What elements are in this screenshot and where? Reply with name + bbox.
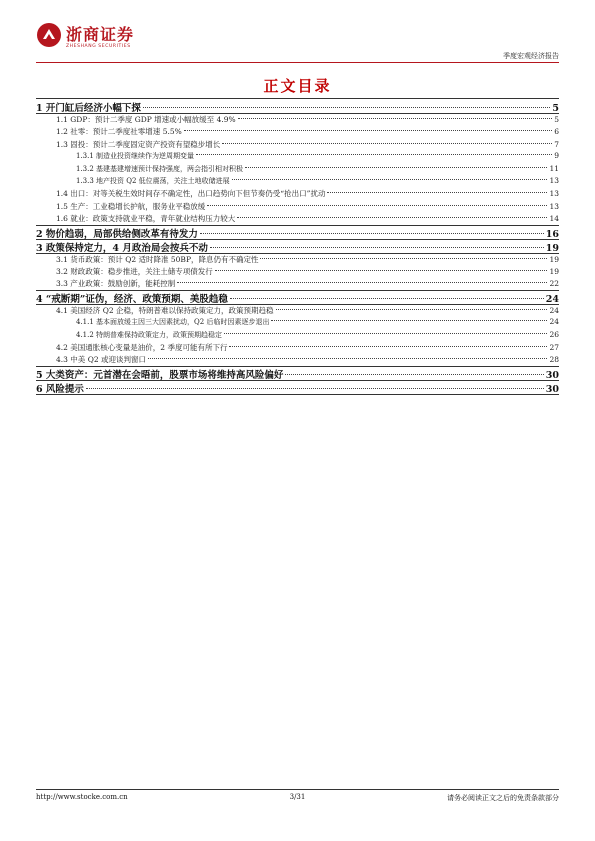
toc-leader-dots [210,247,544,248]
toc-subsection[interactable] [36,317,559,329]
toc-entry-label: 1.3.3 地产投资 Q2 低位震荡，关注土地收储进展 [76,177,230,185]
toc-leader-dots [232,179,548,180]
toc-entry-label: 3.1 货币政策：预计 Q2 适时降准 50BP，降息仍有不确定性 [56,254,259,264]
toc-entry-page: 16 [545,228,559,240]
toc-section[interactable] [36,278,559,290]
toc-entry-label: 1.5 生产：工业稳增长护航，服务业平稳放缓 [56,201,206,211]
toc-entry-page: 27 [549,343,559,352]
toc-leader-dots [245,167,547,168]
footer-divider [36,789,559,790]
toc-entry-label: 1.3.2 基建基建增速预计保持强度，两会指引相对积极 [76,164,244,173]
toc-subsection[interactable] [36,330,559,342]
brand-logo [36,20,156,64]
toc-leader-dots [276,309,548,310]
toc-entry-page: 5 [552,103,559,114]
toc-subsection[interactable] [36,164,559,176]
toc-rule [36,394,559,395]
toc-section[interactable] [36,114,559,126]
toc-entry-label: 6 风险提示 [36,383,84,395]
toc-leader-dots [327,192,547,193]
toc-section[interactable] [36,126,559,138]
toc-entry-label: 5 大类资产：元首潜在会晤前，股票市场将维持高风险偏好 [36,369,284,381]
toc-entry-label: 1.3 固投：预计二季度固定资产投资有望稳步增长 [56,139,221,149]
toc-leader-dots [200,233,544,234]
toc-entry-page: 11 [549,163,559,173]
footer-disclaimer: 请务必阅读正文之后的免责条款部分 [447,794,559,802]
toc-entry-label: 4.1.1 基本面放缓主因三大因素扰动，Q2 后临时因素逐步退出 [76,318,270,327]
toc-leader-dots [143,107,550,108]
toc-entry-page: 30 [545,383,559,395]
toc-leader-dots [271,320,547,321]
toc-entry-page: 19 [545,242,559,254]
page-title: 正文目录 [263,77,332,95]
report-type: 季度宏观经济报告 [503,52,559,60]
toc-entry-label: 4.2 美国通胀核心变量是油价，2 季度可能有所下行 [56,343,228,352]
toc-leader-dots [215,270,548,271]
toc-entry-page: 5 [554,115,559,124]
toc-entry-page: 19 [549,254,559,264]
toc-section[interactable] [36,188,559,200]
brand-name: 浙商证券 [66,25,135,44]
toc-section[interactable] [36,201,559,213]
toc-section[interactable] [36,342,559,354]
toc-entry-page: 24 [549,317,559,327]
toc-chapter[interactable] [36,240,559,254]
toc-entry-label: 3 政策保持定力，4 月政治局会按兵不动 [36,242,208,254]
brand-name-en: ZHESHANG SECURITIES [66,44,131,49]
toc-leader-dots [230,298,544,299]
toc-entry-page: 22 [549,279,559,289]
toc-entry-page: 24 [549,305,559,315]
toc-subsection[interactable] [36,176,559,188]
toc-section[interactable] [36,254,559,266]
toc-chapter[interactable] [36,291,559,305]
toc-leader-dots [224,333,547,334]
toc-entry-label: 1.6 就业：政策支持就业平稳，青年就业结构压力较大 [56,214,236,224]
toc-entry-label: 1.4 出口：对等关税生效时间存不确定性，出口趋势向下但节奏仍受“抢出口”扰动 [56,189,326,199]
toc-leader-dots [285,374,543,375]
toc-entry-page: 13 [549,189,559,199]
toc-chapter[interactable] [36,100,559,114]
toc-leader-dots [229,346,547,347]
toc-entry-page: 24 [545,293,559,305]
toc-entry-page: 28 [549,355,559,365]
toc-section[interactable] [36,139,559,151]
toc-leader-dots [222,143,552,144]
toc-leader-dots [260,258,547,259]
toc-entry-page: 7 [554,139,559,149]
toc-subsection[interactable] [36,151,559,163]
footer-url[interactable]: http://www.stocke.com.cn [36,793,128,801]
toc-chapter[interactable] [36,381,559,395]
brand-logo-icon [36,22,62,48]
toc-section[interactable] [36,213,559,225]
toc-entry-page: 19 [549,267,559,276]
toc-entry-label: 4.3 中美 Q2 或迎谈判窗口 [56,355,146,365]
toc-chapter[interactable] [36,367,559,381]
toc-leader-dots [86,388,544,389]
toc-leader-dots [177,282,547,283]
toc-entry-label: 4 “戒断期”证伪，经济、政策预期、美股趋稳 [36,293,228,305]
toc-leader-dots [184,130,552,131]
toc-entry-label: 2 物价趋弱，局部供给侧改革有待发力 [36,228,198,240]
toc-entry-page: 26 [549,329,559,339]
toc-entry-label: 4.1 美国经济 Q2 企稳，特朗普难以保持政策定力，政策预期趋稳 [56,305,274,315]
toc-entry-label: 1.1 GDP：预计二季度 GDP 增速或小幅放缓至 4.9% [56,115,236,124]
toc-entry-page: 9 [554,151,559,161]
toc-entry-label: 1 开门缸后经济小幅下探 [36,103,141,114]
toc-entry-label: 4.1.2 特朗普难保持政策定力，政策预期趋稳定 [76,330,223,339]
toc-entry-label: 1.3.1 制造业投资继续作为逆周期变量 [76,152,195,161]
toc-section[interactable] [36,305,559,317]
toc-leader-dots [238,118,553,119]
toc-entry-page: 13 [549,176,559,185]
page-number: 3/31 [289,793,306,801]
toc-entry-page: 14 [549,214,559,224]
toc-entry-page: 6 [554,127,559,137]
header-divider [36,62,559,63]
title-divider [36,98,559,99]
toc-section[interactable] [36,266,559,278]
toc-section[interactable] [36,354,559,366]
toc-entry-label: 3.2 财政政策：稳步推进，关注土储专项债发行 [56,267,213,276]
toc-entry-label: 1.2 社零：预计二季度社零增速 5.5% [56,127,182,137]
page-header [36,20,559,64]
toc-entry-page: 30 [545,369,559,381]
toc-leader-dots [196,154,552,155]
toc-chapter[interactable] [36,226,559,240]
toc-leader-dots [237,217,547,218]
toc-entry-label: 3.3 产业政策：鼓励创新，能耗控制 [56,279,176,289]
toc-leader-dots [207,205,547,206]
toc-entry-page: 13 [549,201,559,211]
toc-leader-dots [148,358,547,359]
